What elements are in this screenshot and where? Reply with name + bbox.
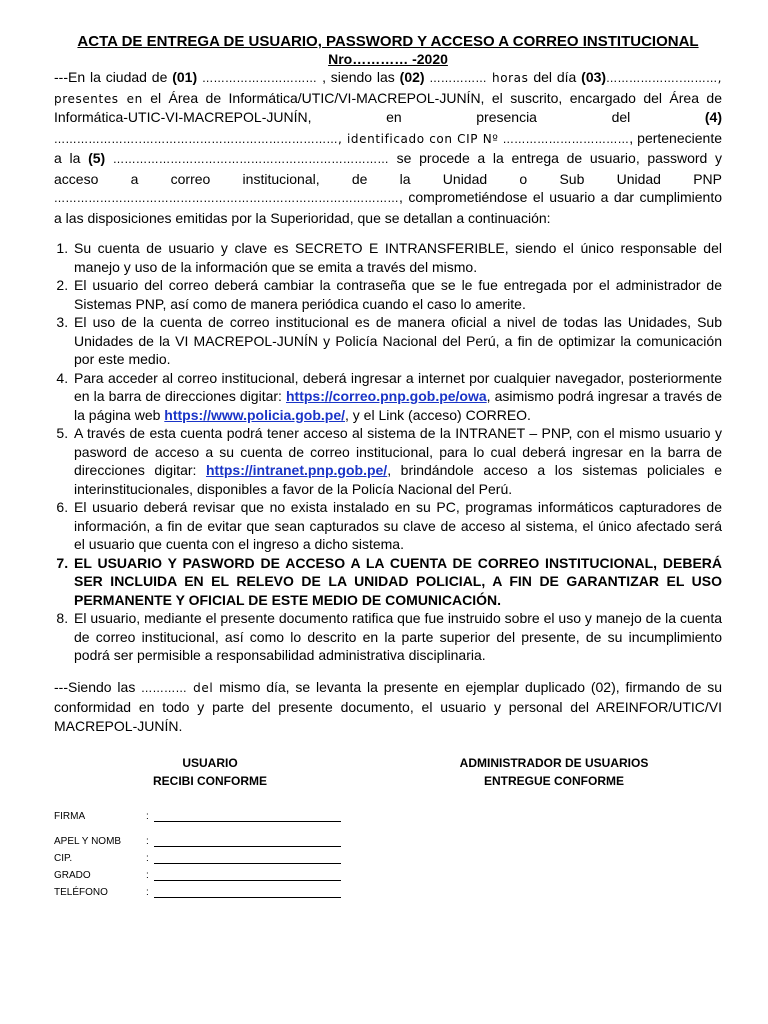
field-label: FIRMA bbox=[54, 811, 86, 822]
closing-text: ---Siendo las bbox=[54, 678, 142, 695]
phone-line[interactable] bbox=[154, 897, 341, 898]
field-colon: : bbox=[146, 811, 149, 822]
blank-day: ………………..……… bbox=[606, 72, 718, 85]
list-item bbox=[72, 498, 722, 554]
blank-subunit: ……………………………………………………………………………… bbox=[54, 192, 399, 205]
owa-link[interactable]: https://correo.pnp.gob.pe/owa bbox=[286, 388, 487, 404]
document-title: ACTA DE ENTREGA DE USUARIO, PASSWORD Y ACCESO A CORREO INSTITUCIONAL bbox=[77, 33, 699, 50]
intro-text: , siendo las bbox=[322, 69, 400, 85]
item-text: , asimismo podrá ingresar a través de la página web bbox=[74, 388, 722, 423]
cip-line[interactable] bbox=[154, 863, 341, 864]
item-text: A través de esta cuenta podrá tener acceso al sistema de la INTRANET – PNP, con el mismo usuario y pasword de acceso a su cuenta de correo institucional, para lo cual deberá ingresar en la barra de direcciones digitar: bbox=[74, 425, 722, 478]
fill-text-cip: , identificado con CIP Nº bbox=[338, 131, 499, 146]
list-item bbox=[72, 313, 722, 369]
intro-text: el Área de Informática/UTIC/VI-MACREPOL-JUNÍN, el suscrito, encargado del Área de Informática-UTIC-VI-MACREPOL-JUNÍN, en presencia del bbox=[54, 89, 722, 125]
intro-text: se procede a la entrega de usuario, password y acceso a correo institucional, de la Unidad o Sub Unidad PNP bbox=[54, 150, 722, 187]
item-text: , y el Link (acceso) CORREO. bbox=[345, 406, 531, 423]
item-text: Su cuenta de usuario y clave es SECRETO E INTRANSFERIBLE, siendo el único responsable del manejo y uso de la información que se emita a través del mismo. bbox=[74, 240, 722, 275]
fill-text-horas: horas bbox=[491, 71, 529, 85]
item-text: El uso de la cuenta de correo institucional es de manera oficial a nivel de todas las Unidades, Sub Unidades de la VI MACREPOL-JUNÍN y Policía Nacional del Perú, a fin de optimizar la comunicación por este medio. bbox=[74, 314, 722, 367]
placeholder-01: (01) bbox=[172, 69, 198, 85]
placeholder-04: (4) bbox=[704, 109, 722, 125]
field-label: TELÉFONO bbox=[54, 887, 108, 898]
admin-heading-line1: ADMINISTRADOR DE USUARIOS bbox=[459, 756, 649, 770]
placeholder-02: (02) bbox=[399, 69, 425, 85]
item-text: , brindándole acceso a los sistemas policiales e interinstitucionales, disponibles a favor de la Policía Nacional del Perú. bbox=[74, 462, 722, 497]
name-line[interactable] bbox=[154, 846, 341, 847]
field-label: APEL Y NOMB bbox=[54, 836, 122, 847]
blank-cip: …………………………… bbox=[498, 132, 630, 146]
policia-link[interactable]: https://www.policia.gob.pe/ bbox=[164, 406, 345, 423]
provisions-list bbox=[54, 239, 722, 665]
field-label: CIP. bbox=[54, 853, 73, 864]
list-item bbox=[72, 369, 722, 425]
item-text: El usuario del correo deberá cambiar la contraseña que se le fue entregada por el administrador de Sistemas PNP, así como de manera periódica cuando el caso lo amerite. bbox=[74, 277, 722, 312]
placeholder-03: (03) bbox=[581, 69, 607, 85]
admin-signature-heading bbox=[438, 754, 670, 790]
signature-line[interactable] bbox=[154, 821, 341, 822]
intro-text: , comprometiéndose el usuario a dar cumplimiento a las disposiciones emitidas por la Superioridad, que se detallan a continuación: bbox=[54, 189, 722, 226]
list-item bbox=[72, 424, 722, 498]
blank-city: ………………………… bbox=[197, 72, 323, 85]
list-item bbox=[72, 239, 722, 276]
closing-text: mismo día, se levanta la presente en ejemplar duplicado (02), firmando de su conformidad en todo y parte del presente documento, el usuario y personal del AREINFOR/UTIC/VI MACREPOL-JUNÍN. bbox=[54, 678, 722, 734]
document-number: Nro………… -2020 bbox=[328, 51, 448, 67]
user-heading-line1: USUARIO bbox=[182, 756, 238, 770]
document-page bbox=[54, 33, 722, 735]
blank-unit: ……………………………………………………………… bbox=[105, 153, 389, 166]
item-text: El usuario, mediante el presente documento ratifica que fue instruido sobre el uso y manejo de la cuenta de correo institucional, así como lo descrito en la parte superior del presente, de su incumplimiento podrá ser permisible a responsabilidad administrativa disciplinaria. bbox=[74, 610, 722, 663]
field-colon: : bbox=[146, 836, 149, 847]
list-item bbox=[72, 554, 722, 610]
fill-text-presentes: , presentes en bbox=[54, 71, 722, 106]
user-heading-line2: RECIBI CONFORME bbox=[153, 774, 267, 788]
field-colon: : bbox=[146, 853, 149, 864]
closing-paragraph bbox=[54, 678, 722, 736]
rank-line[interactable] bbox=[154, 880, 341, 881]
admin-heading-line2: ENTREGUE CONFORME bbox=[483, 774, 624, 788]
intranet-link[interactable]: https://intranet.pnp.gob.pe/ bbox=[206, 462, 388, 478]
intro-paragraph bbox=[54, 68, 722, 227]
intro-text: , perteneciente a la bbox=[54, 129, 722, 166]
placeholder-05: (5) bbox=[88, 150, 106, 166]
item-text-bold: EL USUARIO Y PASWORD DE ACCESO A LA CUENTA DE CORREO INSTITUCIONAL, DEBERÁ SER INCLUIDA EN EL RELEVO DE LA UNIDAD POLICIAL, A FIN DE GARANTIZAR EL USO PERMANENTE Y OFICIAL DE ESTE MEDIO DE COMUNICACIÓN. bbox=[74, 554, 722, 608]
blank-hour: …………… bbox=[424, 72, 492, 85]
list-item bbox=[72, 609, 722, 665]
blank-person: …………………..…………………………………………… bbox=[54, 132, 338, 146]
fill-text-del: del bbox=[193, 680, 214, 695]
field-colon: : bbox=[146, 870, 149, 881]
field-colon: : bbox=[146, 887, 149, 898]
intro-text: del día bbox=[528, 69, 582, 85]
item-text: El usuario deberá revisar que no exista instalado en su PC, programas informáticos capturadores de información, a fin de evitar que sean capturados su clave de acceso al sistema, el único afectado será el usuario que cuenta con el ingreso a dicho sistema. bbox=[74, 499, 722, 552]
item-text: Para acceder al correo institucional, deberá ingresar a internet por cualquier navegador, posteriormente en la barra de direcciones digitar: bbox=[74, 369, 722, 404]
blank-closing-hour: ………… bbox=[141, 681, 194, 695]
field-label: GRADO bbox=[54, 870, 91, 881]
intro-text: ---En la ciudad de bbox=[54, 69, 173, 85]
user-signature-heading bbox=[110, 754, 310, 790]
list-item bbox=[72, 276, 722, 313]
